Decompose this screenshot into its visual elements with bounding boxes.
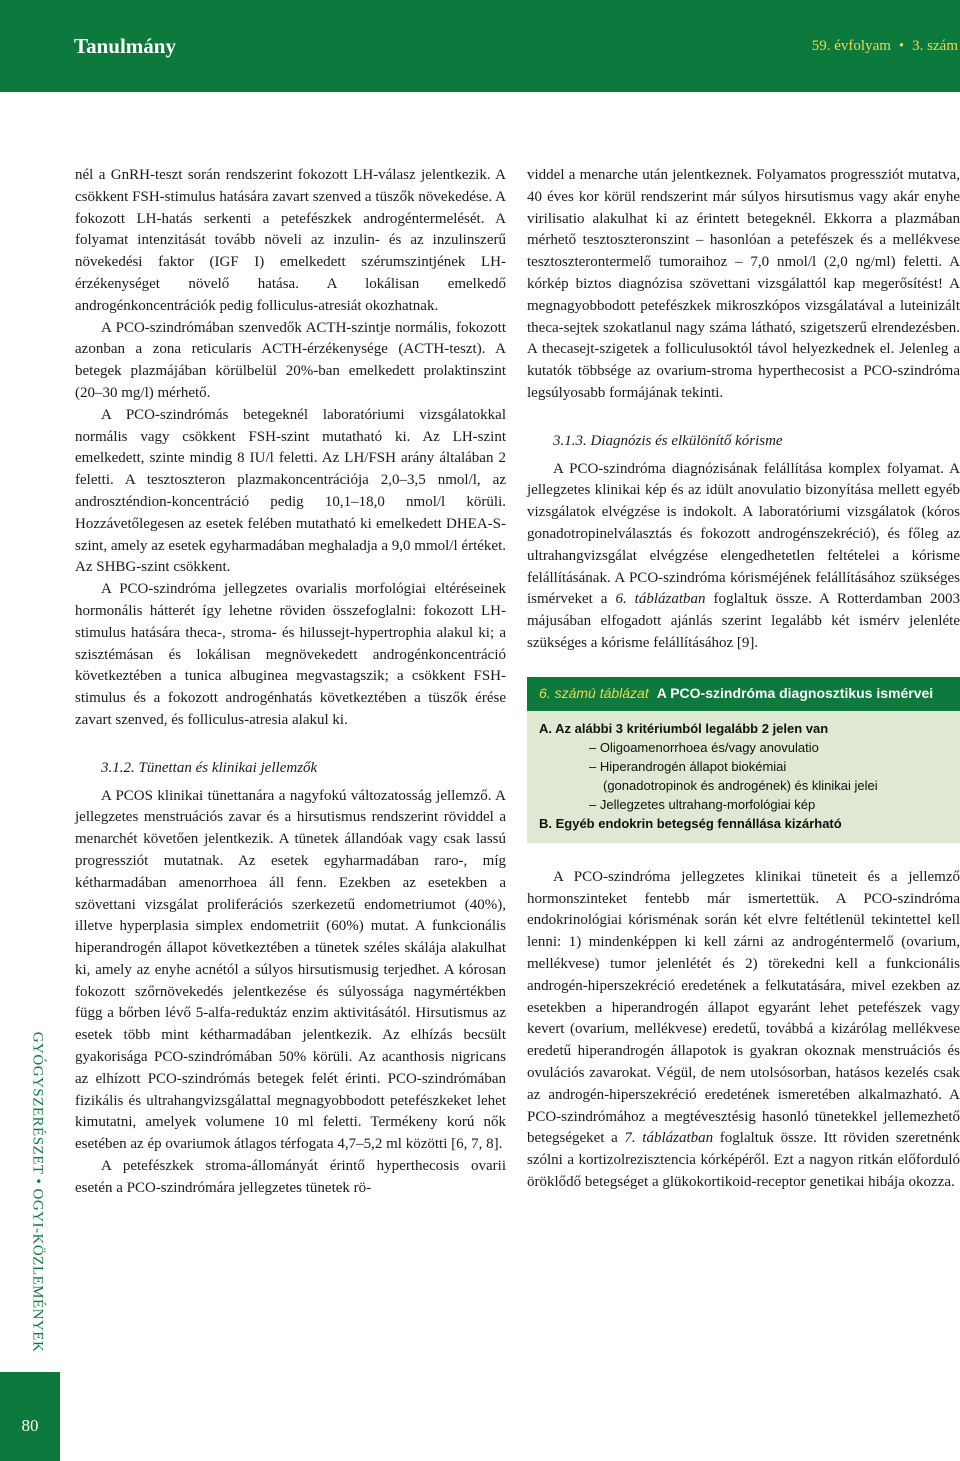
table-reference: 6. táblázatban — [615, 591, 706, 608]
paragraph: A petefészkek stroma-állományát érintő hyperthecosis ovarii esetén a PCO-szindrómára jellegzetes tünetek rö- — [75, 1158, 506, 1196]
criterion-item: – Oligoamenorrhoea és/vagy anovulatio — [589, 739, 819, 755]
section-title: Tanulmány — [74, 34, 176, 58]
journal-name: GYÓGYSZERÉSZET • OGYI-KÖZLEMÉNYEK — [29, 1031, 46, 1353]
criteria-table — [527, 677, 960, 843]
criterion-a: A. Az alábbi 3 kritériumból legalább 2 jelen van — [539, 720, 829, 736]
paragraph-text: A PCO-szindróma diagnózisának felállítása komplex folyamat. A jellegzetes klinikai kép és az idült anovulatio bizonyítása mellett egyéb vizsgálatok elvégzése is indokolt. A laboratóriumi vizsgálatok (kóros gonadotropinelválasztás és fokozott androgénszekréció), és főleg az ultrahangvizsgálat elvégzése elengedhetetlen feltételei a kórisme felállításának. A PCO-szindróma kórisméjének felállításához szükséges ismérveket a — [527, 460, 960, 608]
paragraph-text: foglaltuk össze. Itt röviden szeretnénk szólni a kortizolrezisztencia kórképéről. Ezt a nagyon ritkán előforduló öröklődő betegséget a glükokortikoid-receptor genetikai hibája okozza. — [527, 1130, 960, 1190]
paragraph-text: A PCO-szindróma jellegzetes klinikai tüneteit és a jellemző hormonszinteket fentebb már ismertettük. A PCO-szindróma endokrinológiai kórisménak során két elvre feltétlenül tekintettel kell lenni: 1) mindenképpen ki kell zárni az androgéntermelő (ovarium, mellékvese) tumor jelenlétét és 2) törekedni kell a funkcionális androgén-hiperszekréció eredetének a felkutatására, mivel ezekben az esetekben a hiperandrogén állapot egyaránt lehet petefészek vagy kevert (ovarium, mellékvese) eredetű, továbbá a kizárólag mellékvese eredetű hiperandrogén állapotok is gyakran okoznak menstruációs és ovulációs zavarokat. Végül, de nem utolsósorban, hatásos kezelés csak az androgén-hiperszekréció eredetének ismeretében alkalmazható. A PCO-szindrómához a megtévesztésig hasonló tünetekkel jellemezhető betegségeket a — [527, 868, 960, 1147]
table-title: A PCO-szindróma diagnosztikus ismérvei — [656, 684, 934, 701]
section-heading: 3.1.3. Diagnózis és elkülönítő kórisme — [553, 432, 783, 449]
paragraph: A PCO-szindrómában szenvedők ACTH-szintje normális, fokozott azonban a zona reticularis ACTH-érzékenysége (ACTH-teszt). A betegek plazmájában körülbelül 20%-ban emelkedett prolaktinszint (20–30 mg/l) mérhető. — [75, 319, 506, 401]
table-header — [527, 677, 960, 711]
criterion-item-continuation: (gonadotropinok és androgének) és klinikai jelei — [603, 777, 878, 793]
paragraph: viddel a menarche után jelentkeznek. Folyamatos progressziót mutatva, 40 éves kor körül rendszerint már súlyos hirsutismus vagy akár enyhe virilisatio alakulhat ki az érintett betegeknél. Ekkorra a plazmában mérhető tesztoszteronszint – hasonlóan a petefészek és a mellékvese tesztoszterontermelő tumoraihoz – 7,0 nmol/l (2,0 ng/ml) feletti. A kórkép biztos diagnózisa szövettani vizsgálattól kap megerősítést! A megnagyobbodott petefészkek mikroszkópos vizsgálatával a luteinizált theca-sejtek szokatlanul nagy száma látható, szigetszerű elrendezésben. A thecasejt-szigetek a folliculusoktól távol helyezkednek el. Jelenleg a kutatók többsége az ovarium-stroma hyperthecosist a PCO-szindróma legsúlyosabb formájának tekinti. — [527, 167, 960, 401]
section-heading: 3.1.2. Tünettan és klinikai jellemzők — [101, 759, 318, 776]
table-body — [527, 711, 960, 843]
left-column — [75, 165, 506, 1200]
issue-label: 3. szám — [912, 38, 958, 54]
separator-dot: • — [898, 38, 905, 54]
table-number: 6. számú táblázat — [539, 684, 649, 701]
right-column — [527, 165, 960, 1194]
paragraph — [527, 459, 960, 655]
paragraph: A PCO-szindrómás betegeknél laboratóriumi vizsgálatokkal normális vagy csökkent FSH-szint mutatható ki. Az LH-szint emelkedett, szinte mindig 8 IU/l feletti. Az LH/FSH arány általában 2 feletti. A tesztoszteron plazmakoncentrációja 2,0–3,5 nmol/l, az androszténdion-koncentráció pedig 10,1–18,0 nmol/l körüli. Hozzávetőlegesen az esetek felében mutatható ki emelkedett DHEA-S-szint, amely az esetek egyharmadában meghaladja a 9,0 mmol/l értéket. Az SHBG-szint csökkent. — [75, 406, 506, 576]
page-header — [0, 0, 960, 92]
criterion-item: – Jellegzetes ultrahang-morfológiai kép — [589, 796, 816, 812]
paragraph: A PCO-szindróma jellegzetes ovarialis morfológiai eltéréseinek hormonális hátterét így lehetne röviden összefoglalni: fokozott LH-stimulus hatására theca-, stroma- és hilussejt-hypertrophia alakul ki; a szisztémásan és lokálisan megnövekedett androgénkoncentráció következtében a tunica albuginea megvastagszik; a csökkent FSH-stimulus és a fokozott androgénhatás következtében a tüszők érése zavart szenved, és folliculus-atresia alakul ki. — [75, 581, 506, 728]
paragraph: nél a GnRH-teszt során rendszerint fokozott LH-válasz jelentkezik. A csökkent FSH-stimulus hatására zavart szenved a tüszők növekedése. A fokozott LH-hatás serkenti a petefészkek androgéntermelését. A folyamat intenzitását tovább növeli az inzulin- és az inzulinszerű növekedési faktor (IGF I) emelkedett szérumszintjének LH-érzékenységet növelő hatása. A lokálisan emelkedő androgénkoncentrációk pedig folliculus-atresiát okozhatnak. — [75, 167, 506, 314]
criterion-item: – Hiperandrogén állapot biokémiai — [589, 758, 787, 774]
paragraph-text: foglaltuk össze. A Rotterdamban 2003 májusában elfogadott ajánlás szerint legalább két ismérv jelenléte szükséges a kórisme felállításához [9]. — [527, 591, 960, 651]
paragraph: A PCOS klinikai tünettanára a nagyfokú változatosság jellemző. A jellegzetes menstruációs zavar és a hirsutismus rendszerint röviddel a menarchét követően jelentkezik. A tünetek állandóak vagy csak lassú progressziót mutatnak. Az esetek egyharmadában raro-, míg kétharmadában amenorrhoea áll fenn. Ezekben az esetekben a szövettani vizsgálat proliferációs szerkezetű endometriumot (40%), illetve hyperplasia simplex endometriit (60%) mutat. A funkcionális hiperandrogén állapot következtében a tünetek széles skálája alakulhat ki, amely az enyhe acnétól a súlyos hirsutismusig terjedhet. A kórosan fokozott szőrnövekedés jelentkezése és súlyossága nagymértékben függ a bőrben lévő 5-alfa-reduktáz enzim aktivitásától. Hirsutismus az esetek több mint kétharmadában jelentkezik. Az elhízás becsült gyakorisága PCO-szindrómában 50% körüli. Az acanthosis nigricans az elhízott PCO-szindrómás betegek felét érinti. PCO-szindrómában fizikális és ultrahangvizsgálattal megnagyobbodott petefészkeket lehet kimutatni, amelyek volumene 10 ml feletti. Termékeny korú nők esetében az ép ovariumok átlagos térfogata 4,7–5,2 ml közötti [6, 7, 8]. — [75, 787, 506, 1153]
volume-label: 59. évfolyam — [811, 38, 891, 54]
page-number: 80 — [21, 1416, 39, 1435]
page-number-box — [0, 1372, 60, 1461]
journal-sidebar — [17, 1022, 57, 1362]
table-reference: 7. táblázatban — [624, 1130, 714, 1147]
issue-info — [812, 38, 958, 55]
paragraph — [527, 867, 960, 1194]
criterion-b: B. Egyéb endokrin betegség fennállása kizárható — [539, 815, 842, 831]
